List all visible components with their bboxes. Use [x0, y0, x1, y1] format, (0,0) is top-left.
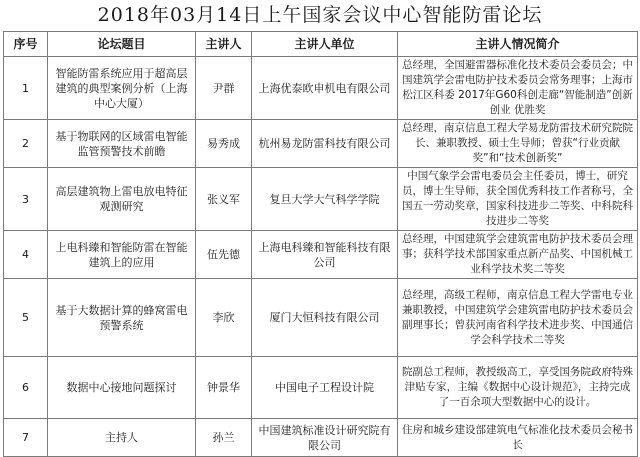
row-bio: 总经理，全国避雷器标准化技术委员会委员会；中国建筑学会雷电防护技术委员会常务理事；上海市松江区科委 2017年G60科创走廊“智能制造”创新创业 优胜奖 [398, 57, 638, 120]
row-unit: 中国建筑标准设计研究院有限公司 [252, 419, 398, 457]
header-unit: 主讲人单位 [252, 32, 398, 57]
row-no: 4 [4, 231, 48, 279]
table-row [4, 57, 638, 120]
table-row [4, 419, 638, 457]
row-speaker: 张义军 [196, 168, 252, 231]
row-topic: 基于大数据计算的蜂窝雷电预警系统 [48, 279, 196, 357]
row-unit: 中国电子工程设计院 [252, 357, 398, 419]
row-speaker: 尹群 [196, 57, 252, 120]
row-bio: 总经理，高级工程师，南京信息工程大学雷电专业兼职教授，中国建筑学会建筑雷电防护技术委员会副理事长；曾获河南省科学技术进步奖、中国通信学会科学技术二等奖 [398, 279, 638, 357]
row-no: 2 [4, 120, 48, 168]
row-bio: 总经理，南京信息工程大学易龙防雷技术研究院院长、兼职教授、硕士生导师；曾获“行业贡献奖”和“技术创新奖” [398, 120, 638, 168]
header-bio: 主讲人情况简介 [398, 32, 638, 57]
table-row [4, 231, 638, 279]
row-topic: 智能防雷系统应用于超高层建筑的典型案例分析（上海中心大厦） [48, 57, 196, 120]
row-no: 5 [4, 279, 48, 357]
row-speaker: 易秀成 [196, 120, 252, 168]
row-unit: 上海优泰欧申机电有限公司 [252, 57, 398, 120]
row-unit: 上海电科臻和智能科技有限公司 [252, 231, 398, 279]
row-speaker: 孙兰 [196, 419, 252, 457]
row-no: 7 [4, 419, 48, 457]
row-bio: 住房和城乡建设部建筑电气标准化技术委员会秘书长 [398, 419, 638, 457]
agenda-table [3, 31, 638, 457]
header-row [4, 32, 638, 57]
row-bio: 总经理，中国建筑学会建筑雷电防护技术委员会理事；获科学技术部国家重点新产品奖、中国机械工业科学技术奖二等奖 [398, 231, 638, 279]
table-row [4, 120, 638, 168]
table-row [4, 279, 638, 357]
row-speaker: 伍先德 [196, 231, 252, 279]
row-no: 1 [4, 57, 48, 120]
row-topic: 基于物联网的区域雷电智能监管预警技术前瞻 [48, 120, 196, 168]
header-speaker: 主讲人 [196, 32, 252, 57]
row-unit: 杭州易龙防雷科技有限公司 [252, 120, 398, 168]
row-topic: 数据中心接地问题探讨 [48, 357, 196, 419]
row-topic: 高层建筑物上雷电放电特征观测研究 [48, 168, 196, 231]
table-row [4, 168, 638, 231]
row-speaker: 钟景华 [196, 357, 252, 419]
row-speaker: 李欣 [196, 279, 252, 357]
row-no: 6 [4, 357, 48, 419]
page-title: 2018年03月14日上午国家会议中心智能防雷论坛 [97, 4, 543, 26]
row-bio: 中国气象学会雷电委员会主任委员，博士，研究员，博士生导师，获全国优秀科技工作者称号，全国五一劳动奖章，国家科技进步二等奖、中科院科技进步二等奖 [398, 168, 638, 231]
table-row [4, 357, 638, 419]
row-unit: 厦门大恒科技有限公司 [252, 279, 398, 357]
row-bio: 院副总工程师，教授级高工，享受国务院政府特殊津贴专家，主编《数据中心设计规范》，主持完成了一百余项大型数据中心的设计。 [398, 357, 638, 419]
row-no: 3 [4, 168, 48, 231]
header-topic: 论坛题目 [48, 32, 196, 57]
row-topic: 主持人 [48, 419, 196, 457]
row-unit: 复旦大学大气科学学院 [252, 168, 398, 231]
header-no: 序号 [4, 32, 48, 57]
row-topic: 上电科臻和智能防雷在智能建筑上的应用 [48, 231, 196, 279]
